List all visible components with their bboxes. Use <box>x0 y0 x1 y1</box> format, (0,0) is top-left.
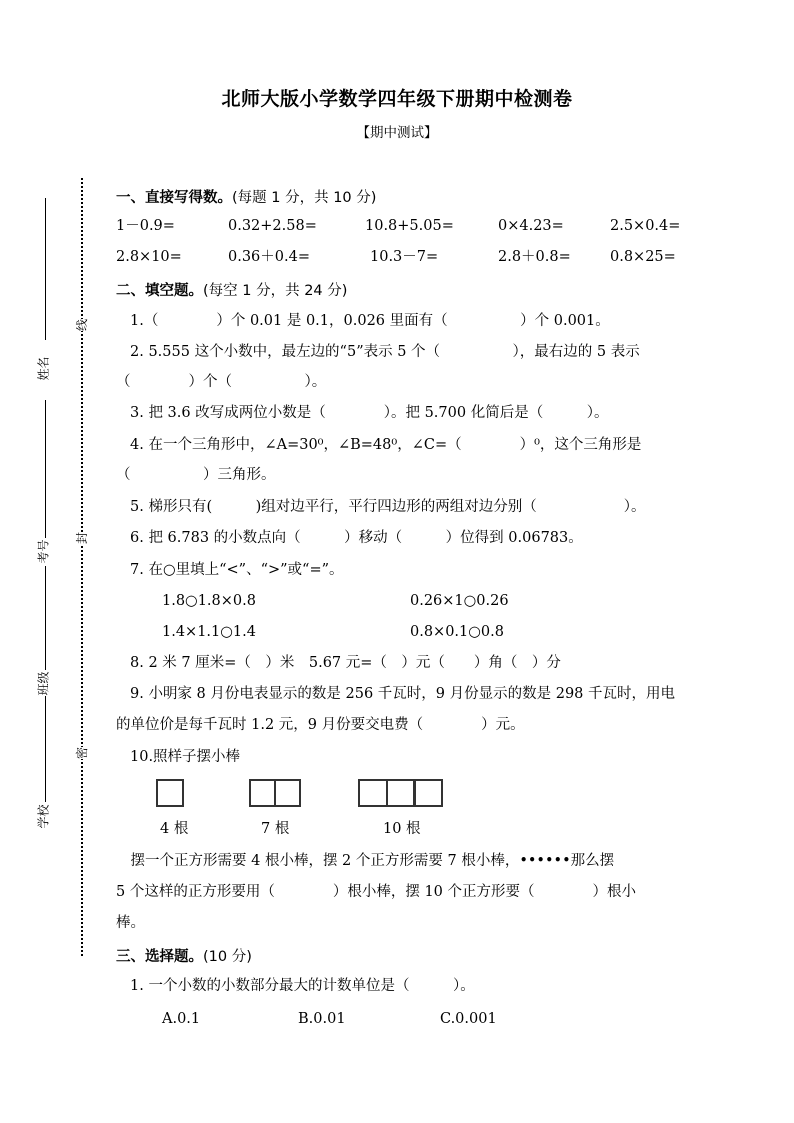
page-title: 北师大版小学数学四年级下册期中检测卷 <box>221 88 573 110</box>
compare-item: 0.8×0.1○0.8 <box>410 624 504 640</box>
exam-number-field-line[interactable] <box>45 400 46 538</box>
binding-dotted-line <box>81 178 83 956</box>
school-field-line[interactable] <box>45 696 46 802</box>
calc-item: 10.8+5.05= <box>365 218 454 234</box>
stick-count-label: 7 根 <box>261 821 290 837</box>
question-9: 9. 小明家 8 月份电表显示的数是 256 千瓦时，9 月份显示的数是 298 千瓦时，用电 <box>130 686 676 702</box>
section3-title: 三、选择题。 <box>116 949 203 965</box>
binding-char-mi: 密 <box>75 746 90 760</box>
question-4: 4. 在一个三角形中，∠A=30⁰，∠B=48⁰，∠C=（ ）⁰，这个三角形是 <box>130 437 642 453</box>
name-field-line[interactable] <box>45 198 46 340</box>
question-6: 6. 把 6.783 的小数点向（ ）移动（ ）位得到 0.06783。 <box>130 530 583 546</box>
question-10-text-1: 摆一个正方形需要 4 根小棒，摆 2 个正方形需要 7 根小棒，••••••那么摆 <box>116 853 615 869</box>
compare-item: 0.26×1○0.26 <box>410 593 509 609</box>
binding-char-xian: 线 <box>75 318 90 332</box>
school-label: 学校 <box>36 804 51 829</box>
stick-count-label: 4 根 <box>160 821 189 837</box>
binding-char-feng: 封 <box>75 531 90 545</box>
section1-note: (每题 1 分，共 10 分) <box>232 190 377 206</box>
stick-square <box>413 779 443 807</box>
stick-square <box>386 779 416 807</box>
page-subtitle: 【期中测试】 <box>356 125 438 141</box>
question-9-cont: 的单位价是每千瓦时 1.2 元，9 月份要交电费（ ）元。 <box>116 717 525 733</box>
section3-heading <box>116 945 252 966</box>
question-2: 2. 5.555 这个小数中，最左边的“5”表示 5 个（ ），最右边的 5 表示 <box>130 344 640 360</box>
option-c: C.0.001 <box>440 1011 497 1027</box>
stick-square <box>358 779 388 807</box>
section2-note: (每空 1 分，共 24 分) <box>203 283 348 299</box>
question-7: 7. 在○里填上“<”、“>”或“=”。 <box>130 562 344 578</box>
question-3: 3. 把 3.6 改写成两位小数是（ ）。把 5.700 化简后是（ ）。 <box>130 405 609 421</box>
compare-item: 1.8○1.8×0.8 <box>162 593 256 609</box>
section2-heading <box>116 279 347 300</box>
name-label: 姓名 <box>36 356 51 381</box>
stick-square <box>274 779 301 807</box>
stick-square <box>249 779 276 807</box>
option-a: A.0.1 <box>162 1011 201 1027</box>
exam-number-label: 考号 <box>36 539 51 564</box>
calc-item: 0.8×25= <box>610 249 676 265</box>
calc-item: 2.8＋0.8= <box>498 249 571 265</box>
question-1: 1.（ ）个 0.01 是 0.1，0.026 里面有（ ）个 0.001。 <box>130 313 610 329</box>
question-4-cont: （ ）三角形。 <box>116 467 276 483</box>
question-5: 5. 梯形只有( )组对边平行，平行四边形的两组对边分别（ ）。 <box>130 499 646 515</box>
question-2-cont: （ ）个（ ）。 <box>116 374 327 390</box>
calc-item: 1－0.9= <box>116 218 175 234</box>
choice-question-1: 1. 一个小数的小数部分最大的计数单位是（ ）。 <box>130 978 475 994</box>
question-10-text-2: 5 个这样的正方形要用（ ）根小棒，摆 10 个正方形要（ ）根小 <box>116 884 637 900</box>
section3-note: (10 分) <box>203 949 252 965</box>
calc-item: 0×4.23= <box>498 218 564 234</box>
calc-item: 0.32+2.58= <box>228 218 317 234</box>
calc-item: 0.36＋0.4= <box>228 249 310 265</box>
section1-title: 一、直接写得数。 <box>116 190 232 206</box>
section1-heading <box>116 186 376 207</box>
stick-square <box>156 779 184 807</box>
question-10-text-3: 棒。 <box>116 915 145 931</box>
class-field-line[interactable] <box>45 566 46 670</box>
question-8: 8. 2 米 7 厘米=（ ）米 5.67 元=（ ）元（ ）角（ ）分 <box>130 655 561 671</box>
section2-title: 二、填空题。 <box>116 283 203 299</box>
compare-item: 1.4×1.1○1.4 <box>162 624 256 640</box>
calc-item: 2.5×0.4= <box>610 218 681 234</box>
option-b: B.0.01 <box>298 1011 346 1027</box>
stick-count-label: 10 根 <box>383 821 421 837</box>
calc-item: 10.3－7= <box>370 249 439 265</box>
class-label: 班级 <box>36 671 51 696</box>
calc-item: 2.8×10= <box>116 249 182 265</box>
question-10: 10.照样子摆小棒 <box>130 749 241 765</box>
